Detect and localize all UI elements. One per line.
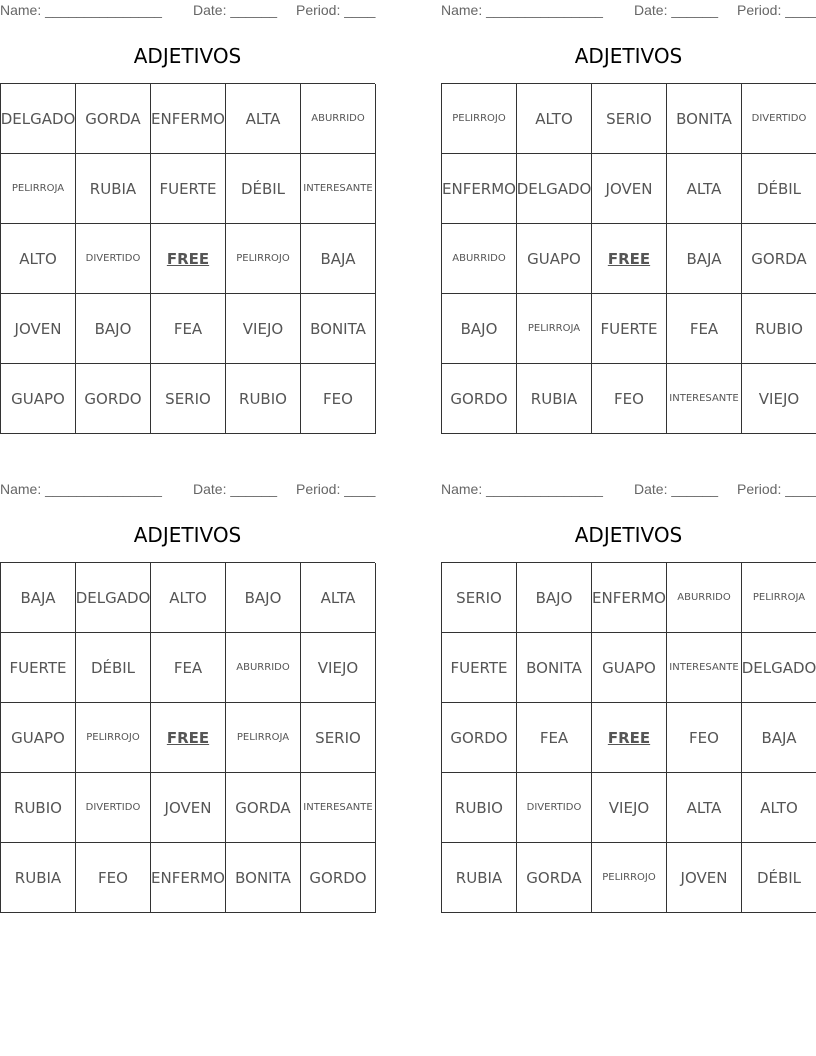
bingo-cell[interactable]: RUBIO bbox=[442, 773, 517, 843]
bingo-cell[interactable]: RUBIO bbox=[226, 364, 301, 434]
bingo-cell[interactable]: JOVEN bbox=[667, 843, 742, 913]
student-info-row bbox=[441, 479, 816, 501]
bingo-grid bbox=[0, 83, 375, 434]
period-field[interactable]: Period: ____ bbox=[296, 481, 376, 497]
bingo-cell[interactable]: BONITA bbox=[301, 294, 376, 364]
bingo-cell[interactable]: INTERESANTE bbox=[667, 364, 742, 434]
student-info-row bbox=[0, 0, 375, 22]
bingo-cell[interactable]: FEO bbox=[76, 843, 151, 913]
bingo-cell[interactable]: BAJA bbox=[742, 703, 816, 773]
bingo-cell[interactable]: ABURRIDO bbox=[301, 84, 376, 154]
bingo-cell[interactable]: DÉBIL bbox=[742, 154, 816, 224]
bingo-cell[interactable]: INTERESANTE bbox=[301, 154, 376, 224]
bingo-cell[interactable]: ALTO bbox=[151, 563, 226, 633]
bingo-cell[interactable]: ALTO bbox=[742, 773, 816, 843]
date-field[interactable]: Date: ______ bbox=[634, 2, 719, 18]
bingo-cell[interactable]: DELGADO bbox=[1, 84, 76, 154]
bingo-cell[interactable]: RUBIA bbox=[442, 843, 517, 913]
student-info-row bbox=[0, 479, 375, 501]
bingo-cell[interactable]: GORDA bbox=[742, 224, 816, 294]
bingo-cell[interactable]: GUAPO bbox=[592, 633, 667, 703]
bingo-cell[interactable]: PELIRROJA bbox=[226, 703, 301, 773]
bingo-cell[interactable]: ALTA bbox=[301, 563, 376, 633]
bingo-cell[interactable]: BAJO bbox=[442, 294, 517, 364]
bingo-cell[interactable]: GUAPO bbox=[1, 364, 76, 434]
bingo-card-1 bbox=[0, 0, 375, 434]
bingo-cell[interactable]: GORDA bbox=[226, 773, 301, 843]
bingo-cell[interactable]: GORDA bbox=[76, 84, 151, 154]
free-space-cell[interactable]: FREE bbox=[592, 703, 667, 773]
bingo-cell[interactable]: SERIO bbox=[592, 84, 667, 154]
bingo-cell[interactable]: ALTA bbox=[226, 84, 301, 154]
bingo-cell[interactable]: ALTA bbox=[667, 154, 742, 224]
bingo-cell[interactable]: RUBIA bbox=[76, 154, 151, 224]
bingo-cell[interactable]: GUAPO bbox=[517, 224, 592, 294]
bingo-cell[interactable]: ENFERMO bbox=[442, 154, 517, 224]
period-field[interactable]: Period: ____ bbox=[737, 481, 816, 497]
bingo-cell[interactable]: PELIRROJA bbox=[742, 563, 816, 633]
period-field[interactable]: Period: ____ bbox=[737, 2, 816, 18]
bingo-cell[interactable]: PELIRROJO bbox=[592, 843, 667, 913]
bingo-cell[interactable]: BAJA bbox=[1, 563, 76, 633]
date-field[interactable]: Date: ______ bbox=[193, 481, 278, 497]
bingo-cell[interactable]: PELIRROJA bbox=[517, 294, 592, 364]
bingo-cell[interactable]: ABURRIDO bbox=[226, 633, 301, 703]
bingo-cell[interactable]: VIEJO bbox=[226, 294, 301, 364]
date-field[interactable]: Date: ______ bbox=[193, 2, 278, 18]
bingo-cell[interactable]: RUBIA bbox=[1, 843, 76, 913]
date-field[interactable]: Date: ______ bbox=[634, 481, 719, 497]
free-space-cell[interactable]: FREE bbox=[592, 224, 667, 294]
bingo-cell[interactable]: FUERTE bbox=[592, 294, 667, 364]
bingo-cell[interactable]: DÉBIL bbox=[226, 154, 301, 224]
bingo-cell[interactable]: GORDA bbox=[517, 843, 592, 913]
bingo-cell[interactable]: INTERESANTE bbox=[301, 773, 376, 843]
bingo-cell[interactable]: JOVEN bbox=[1, 294, 76, 364]
bingo-cell[interactable]: BONITA bbox=[517, 633, 592, 703]
bingo-cell[interactable]: RUBIO bbox=[1, 773, 76, 843]
bingo-cell[interactable]: ALTA bbox=[667, 773, 742, 843]
bingo-cell[interactable]: VIEJO bbox=[592, 773, 667, 843]
bingo-cell[interactable]: SERIO bbox=[151, 364, 226, 434]
bingo-cell[interactable]: GORDO bbox=[76, 364, 151, 434]
bingo-cell[interactable]: PELIRROJA bbox=[1, 154, 76, 224]
bingo-cell[interactable]: ABURRIDO bbox=[667, 563, 742, 633]
bingo-cell[interactable]: GORDO bbox=[301, 843, 376, 913]
bingo-cell[interactable]: BAJO bbox=[76, 294, 151, 364]
bingo-cell[interactable]: DIVERTIDO bbox=[742, 84, 816, 154]
bingo-cell[interactable]: FEO bbox=[667, 703, 742, 773]
bingo-card-3 bbox=[0, 479, 375, 913]
bingo-cell[interactable]: SERIO bbox=[301, 703, 376, 773]
bingo-grid bbox=[441, 83, 816, 434]
bingo-cell[interactable]: FEA bbox=[151, 633, 226, 703]
bingo-cell[interactable]: DELGADO bbox=[76, 563, 151, 633]
bingo-cell[interactable]: FEA bbox=[151, 294, 226, 364]
card-title: ADJETIVOS bbox=[574, 523, 683, 547]
bingo-cell[interactable]: VIEJO bbox=[301, 633, 376, 703]
bingo-cell[interactable]: ENFERMO bbox=[151, 843, 226, 913]
card-title: ADJETIVOS bbox=[133, 523, 242, 547]
bingo-cell[interactable]: SERIO bbox=[442, 563, 517, 633]
bingo-cell[interactable]: ALTO bbox=[517, 84, 592, 154]
bingo-cell[interactable]: RUBIO bbox=[742, 294, 816, 364]
name-field[interactable]: Name: _______________ bbox=[0, 2, 162, 18]
bingo-cell[interactable]: PELIRROJO bbox=[226, 224, 301, 294]
bingo-cell[interactable]: BONITA bbox=[226, 843, 301, 913]
bingo-cell[interactable]: DÉBIL bbox=[76, 633, 151, 703]
free-space-cell[interactable]: FREE bbox=[151, 224, 226, 294]
bingo-cell[interactable]: ENFERMO bbox=[151, 84, 226, 154]
bingo-cell[interactable]: GORDO bbox=[442, 364, 517, 434]
bingo-cell[interactable]: ABURRIDO bbox=[442, 224, 517, 294]
card-title: ADJETIVOS bbox=[133, 44, 242, 68]
bingo-cell[interactable]: FEA bbox=[517, 703, 592, 773]
bingo-card-2 bbox=[441, 0, 816, 434]
bingo-grid bbox=[441, 562, 816, 913]
name-field[interactable]: Name: _______________ bbox=[0, 481, 162, 497]
bingo-cell[interactable]: INTERESANTE bbox=[667, 633, 742, 703]
bingo-cell[interactable]: PELIRROJO bbox=[76, 703, 151, 773]
bingo-cell[interactable]: BAJO bbox=[517, 563, 592, 633]
bingo-cell[interactable]: BAJO bbox=[226, 563, 301, 633]
bingo-cell[interactable]: DELGADO bbox=[742, 633, 816, 703]
student-info-row bbox=[441, 0, 816, 22]
bingo-cell[interactable]: GORDO bbox=[442, 703, 517, 773]
bingo-cell[interactable]: RUBIA bbox=[517, 364, 592, 434]
bingo-cell[interactable]: GUAPO bbox=[1, 703, 76, 773]
bingo-grid bbox=[0, 562, 375, 913]
bingo-cell[interactable]: VIEJO bbox=[742, 364, 816, 434]
period-field[interactable]: Period: ____ bbox=[296, 2, 376, 18]
card-title: ADJETIVOS bbox=[574, 44, 683, 68]
bingo-cell[interactable]: BAJA bbox=[667, 224, 742, 294]
bingo-cell[interactable]: DIVERTIDO bbox=[76, 224, 151, 294]
bingo-cell[interactable]: PELIRROJO bbox=[442, 84, 517, 154]
bingo-cell[interactable]: DELGADO bbox=[517, 154, 592, 224]
bingo-cell[interactable]: FEO bbox=[592, 364, 667, 434]
bingo-cell[interactable]: FUERTE bbox=[151, 154, 226, 224]
bingo-cell[interactable]: JOVEN bbox=[592, 154, 667, 224]
name-field[interactable]: Name: _______________ bbox=[441, 2, 603, 18]
bingo-cell[interactable]: DIVERTIDO bbox=[517, 773, 592, 843]
bingo-cell[interactable]: BAJA bbox=[301, 224, 376, 294]
name-field[interactable]: Name: _______________ bbox=[441, 481, 603, 497]
bingo-cell[interactable]: FUERTE bbox=[1, 633, 76, 703]
bingo-cell[interactable]: FUERTE bbox=[442, 633, 517, 703]
bingo-card-4 bbox=[441, 479, 816, 913]
bingo-cell[interactable]: FEO bbox=[301, 364, 376, 434]
bingo-cell[interactable]: DIVERTIDO bbox=[76, 773, 151, 843]
bingo-cell[interactable]: FEA bbox=[667, 294, 742, 364]
bingo-cell[interactable]: ENFERMO bbox=[592, 563, 667, 633]
bingo-cell[interactable]: BONITA bbox=[667, 84, 742, 154]
bingo-cell[interactable]: DÉBIL bbox=[742, 843, 816, 913]
free-space-cell[interactable]: FREE bbox=[151, 703, 226, 773]
bingo-cell[interactable]: JOVEN bbox=[151, 773, 226, 843]
bingo-cell[interactable]: ALTO bbox=[1, 224, 76, 294]
